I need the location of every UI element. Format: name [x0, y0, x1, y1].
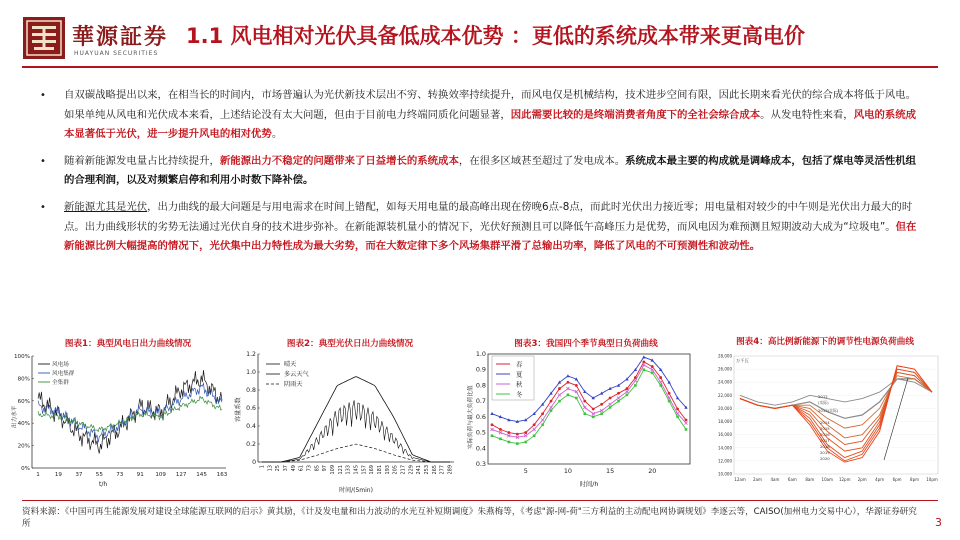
series-line-多云天气 — [262, 400, 450, 462]
figure-2-chart — [232, 348, 458, 496]
header-divider — [22, 66, 938, 68]
page-number: 3 — [935, 516, 942, 529]
y-tick-label: 16,000 — [718, 432, 732, 438]
x-tick-label: 205 — [392, 465, 399, 475]
data-point — [533, 423, 536, 426]
figure-3 — [464, 350, 700, 496]
data-point — [659, 376, 662, 379]
x-tick-label: 10pm — [926, 477, 938, 482]
y-axis-label: 万千瓦 — [736, 358, 749, 363]
x-tick-label: 265 — [431, 465, 438, 475]
x-axis-label: 时间/(5min) — [339, 487, 373, 494]
y-tick-label: 0% — [21, 466, 30, 472]
annotation-label: 2012 — [818, 394, 828, 399]
figure-1 — [10, 350, 232, 496]
y-tick-label: 10,000 — [718, 471, 732, 477]
x-tick-label: 169 — [369, 465, 376, 475]
annotation-label: (实际) — [818, 400, 829, 405]
data-point — [634, 384, 637, 387]
x-tick-label: 73 — [116, 472, 124, 478]
data-point — [668, 400, 671, 403]
logo-chinese: 華源証券 — [72, 24, 169, 50]
series-line-晴天 — [262, 377, 450, 462]
x-tick-label: 181 — [377, 465, 383, 475]
y-tick-label: 20% — [17, 443, 30, 450]
company-logo — [22, 14, 172, 62]
data-point — [600, 403, 603, 406]
legend-label: 风电集群 — [52, 371, 75, 377]
source-note: 资料来源：《中国可再生能源发展对建设全球能源互联网的启示》黄其励，《计及发电量和出力波动的水光互补短期调度》朱燕梅等，《考虑"源-网-荷"三方利益的主动配电网协调规划》李逐云等，CAISO(加州电力交易中心），华源证券研究所 — [22, 507, 917, 529]
bullet-item-2 — [36, 152, 926, 191]
x-tick-label: 91 — [136, 472, 144, 478]
y-tick-label: 0.4 — [475, 444, 486, 453]
bullet-text: 。 — [271, 128, 283, 141]
legend-label: 春 — [516, 360, 523, 369]
x-tick-label: 145 — [196, 472, 207, 478]
data-point — [541, 412, 544, 415]
y-axis-label: 出力水平 — [12, 405, 18, 428]
x-tick-label: 2pm — [857, 477, 867, 482]
x-tick-label: 10am — [821, 477, 833, 482]
figure-4 — [700, 350, 948, 496]
x-tick-label: 127 — [175, 472, 187, 478]
annotation-label: 2016 — [820, 432, 830, 437]
data-point — [550, 409, 553, 412]
y-tick-label: 14,000 — [718, 445, 732, 451]
x-tick-label: 37 — [283, 465, 289, 472]
y-tick-label: 0 — [252, 459, 256, 466]
y-tick-label: 0.3 — [475, 460, 486, 468]
legend-label: 风电场 — [52, 362, 69, 368]
data-point — [609, 406, 612, 409]
figure-4-chart — [700, 350, 948, 496]
x-tick-label: 253 — [424, 465, 430, 475]
data-point — [609, 397, 612, 400]
annotation-label: 2018 — [820, 444, 830, 449]
y-axis-label: 容量系数 — [235, 397, 242, 422]
annotation-label: 2020 — [820, 456, 830, 461]
data-point — [651, 365, 654, 368]
figure-1-title: 图表1：典型风电日出力曲线情况 — [64, 339, 192, 349]
logo-english: HUAYUAN SECURITIES — [74, 50, 159, 57]
legend-label: 晴天 — [284, 361, 297, 368]
x-tick-label: 19 — [54, 472, 63, 478]
data-point — [491, 423, 494, 426]
legend-label: 冬 — [516, 390, 523, 399]
bullet-dot-icon: • — [40, 90, 46, 101]
data-point — [617, 400, 620, 403]
x-tick-label: 20 — [648, 467, 657, 475]
y-tick-label: 60% — [17, 398, 30, 405]
highlight-text: 因此需要比较的是终端消费者角度下的全社会综合成本 — [510, 108, 761, 121]
bullet-item-3 — [36, 198, 926, 257]
figure-2 — [232, 348, 458, 496]
bullet-text: 自双碳战略提出以来，在相当长的时间内，市场普遍认为光伏新技术层出不穷、转换效率持续提升，而风电仅是机械结构，技术进步空间有限，因此长期来看光伏的综合成本将低于风电。如果单纯从风电和光伏成本来看，上述结论没有太大问题，但由于目前电力终端同质化问题显著， — [64, 89, 917, 121]
x-tick-label: 163 — [216, 472, 228, 478]
x-tick-label: 37 — [75, 472, 83, 478]
y-tick-label: 1.0 — [475, 350, 486, 358]
y-tick-label: 100% — [14, 354, 30, 360]
legend-label: 多云天气 — [284, 371, 309, 378]
data-point — [592, 416, 595, 419]
figure-3-chart — [464, 350, 700, 496]
x-tick-label: 109 — [330, 465, 336, 475]
bullet-text: ，在很多区域甚至超过了发电成本。 — [458, 154, 626, 167]
bullet-text: 随着新能源发电量占比持续提升， — [64, 154, 220, 167]
legend-label: 全集群 — [52, 380, 69, 386]
data-point — [676, 416, 679, 419]
y-tick-label: 0.7 — [475, 397, 486, 406]
x-tick-label: 85 — [314, 465, 321, 472]
data-point — [592, 408, 595, 411]
underlined-text: 新能源尤其是光伏 — [64, 200, 148, 213]
series-line-风电集群 — [38, 383, 222, 442]
y-tick-label: 0.4 — [246, 423, 256, 430]
x-tick-label: 49 — [290, 465, 297, 472]
series-line-阴雨天 — [262, 444, 450, 462]
figure-2-title: 图表2：典型光伏日出力曲线情况 — [286, 339, 414, 349]
y-tick-label: 22,000 — [718, 392, 732, 398]
data-point — [643, 368, 646, 371]
x-tick-label: 241 — [416, 465, 423, 475]
data-point — [499, 438, 502, 441]
data-point — [524, 431, 527, 434]
data-point — [685, 419, 688, 422]
seal-icon — [22, 16, 66, 60]
legend-label: 阴雨天 — [284, 381, 303, 388]
x-tick-label: 277 — [439, 465, 446, 475]
bullet-text: 。从发电特性来看， — [760, 108, 854, 121]
y-tick-label: 0.8 — [475, 381, 486, 390]
y-tick-label: 24,000 — [718, 379, 732, 385]
y-tick-label: 40% — [17, 421, 30, 428]
x-tick-label: 15 — [606, 467, 615, 475]
x-axis-label: t/h — [99, 481, 108, 488]
x-tick-label: 55 — [95, 472, 103, 478]
figure-4-title: 图表4：高比例新能源下的调节性电源负荷曲线 — [736, 337, 914, 347]
y-tick-label: 0.8 — [246, 387, 256, 394]
y-tick-label: 1.2 — [246, 351, 256, 358]
x-tick-label: 1 — [259, 465, 266, 469]
figure-3-title: 图表3：我国四个季节典型日负荷曲线 — [514, 339, 658, 349]
highlight-text: 新能源出力不稳定的问题带来了日益增长的系统成本 — [219, 154, 459, 167]
x-tick-label: 97 — [322, 465, 329, 472]
legend-box — [492, 356, 534, 400]
data-point — [668, 392, 671, 395]
data-point — [507, 431, 510, 434]
bold-text: 系统成本最主要的构成就是调峰成本，包括了煤电等灵活性机组的合理利润，以及对频繁启停和利用小时数下降补偿。 — [64, 154, 917, 187]
data-point — [499, 428, 502, 431]
data-point — [626, 387, 629, 390]
x-tick-label: 73 — [306, 465, 313, 472]
data-point — [516, 433, 519, 436]
data-point — [659, 384, 662, 387]
x-tick-label: 6pm — [892, 477, 902, 482]
x-tick-label: 157 — [361, 465, 368, 475]
x-tick-label: 8pm — [910, 477, 920, 482]
data-point — [567, 381, 570, 384]
figure-1-chart — [10, 350, 232, 496]
x-tick-label: 229 — [408, 465, 415, 475]
bullet-dot-icon: • — [40, 155, 46, 167]
x-tick-label: 217 — [400, 465, 407, 475]
y-axis-label: 实际负荷与最大负荷比值 — [468, 385, 474, 449]
annotation-label: 2013(实际) — [818, 408, 839, 413]
y-tick-label: 0.5 — [475, 428, 486, 437]
data-point — [626, 394, 629, 397]
data-point — [524, 441, 527, 444]
data-point — [617, 392, 620, 395]
x-axis-label: 时间/h — [579, 480, 599, 488]
x-tick-label: 193 — [384, 465, 391, 475]
data-point — [583, 412, 586, 415]
y-tick-label: 0.6 — [246, 405, 256, 412]
bullet-dot-icon: • — [40, 201, 46, 213]
highlight-text: 风电的系统成本显著低于光伏，进一步提升风电的相对优势 — [64, 108, 917, 141]
annotation-label: 2015 — [820, 426, 830, 431]
data-point — [676, 408, 679, 411]
x-tick-label: 2am — [753, 477, 762, 482]
x-tick-label: 5 — [523, 467, 528, 475]
x-tick-label: 12am — [734, 477, 746, 482]
y-tick-label: 18,000 — [718, 419, 732, 425]
data-point — [575, 397, 578, 400]
x-tick-label: 1 — [36, 472, 40, 478]
x-tick-label: 13 — [267, 465, 274, 472]
data-point — [533, 434, 536, 437]
annotation-label: 2019 — [820, 450, 830, 455]
data-point — [651, 372, 654, 375]
y-tick-label: 28,000 — [718, 353, 732, 359]
bullet-list — [36, 86, 926, 264]
data-point — [583, 400, 586, 403]
y-tick-label: 0.6 — [475, 412, 486, 421]
data-point — [558, 387, 561, 390]
x-tick-label: 61 — [298, 465, 305, 472]
x-tick-label: 133 — [345, 465, 352, 475]
data-point — [508, 441, 511, 444]
data-point — [550, 400, 553, 403]
data-point — [567, 394, 570, 397]
x-tick-label: 10 — [563, 467, 572, 475]
y-tick-label: 12,000 — [718, 458, 732, 464]
footer-divider — [22, 500, 938, 501]
y-tick-label: 0.2 — [246, 441, 256, 448]
data-point — [516, 442, 519, 445]
y-tick-label: 0.9 — [475, 365, 486, 374]
data-point — [558, 400, 561, 403]
annotation-label: 2017 — [820, 438, 830, 443]
data-point — [575, 384, 578, 387]
y-tick-label: 26,000 — [718, 366, 732, 372]
bullet-text: ，出力曲线的最大问题是与用电需求在时间上错配，如每天用电量的最高峰出现在傍晚6点-8点，而此时光伏出力接近零；用电量相对较少的中午则是光伏出力最大的时点。出力曲线形状的劣势无法通过光伏自身的技术进步弥补。在新能源装机量小的情况下，光伏好预测且可以降低午高峰压力是优势，而风电因为难预测且短期波动大成为“垃圾电”。 — [64, 200, 913, 233]
x-tick-label: 145 — [353, 465, 360, 475]
annotation-label: 2014 — [820, 420, 830, 425]
x-tick-label: 109 — [155, 472, 167, 478]
bullet-item-1 — [36, 86, 926, 145]
page-title: 1.1 风电相对光伏具备低成本优势 ：更低的系统成本带来更高电价 — [186, 24, 805, 48]
x-tick-label: 25 — [275, 465, 282, 472]
y-tick-label: 80% — [17, 376, 30, 383]
data-point — [541, 423, 544, 426]
y-tick-label: 1.0 — [246, 369, 256, 376]
x-tick-label: 289 — [447, 465, 454, 475]
x-tick-label: 6am — [787, 477, 797, 482]
data-point — [600, 412, 603, 415]
x-tick-label: 4am — [770, 477, 780, 482]
data-point — [491, 434, 494, 437]
x-tick-label: 121 — [337, 465, 344, 475]
legend-label: 夏 — [516, 370, 523, 379]
x-tick-label: 8am — [805, 477, 815, 482]
x-tick-label: 4pm — [875, 477, 885, 482]
legend-label: 秋 — [516, 380, 523, 389]
y-tick-label: 20,000 — [718, 405, 732, 411]
x-tick-label: 12pm — [838, 477, 851, 482]
highlight-text: 但在新能源比例大幅提高的情况下，光伏集中出力特性成为最大劣势，而在大数定律下多个风场集群平滑了总输出功率，降低了风电的不可预测性和波动性。 — [64, 220, 917, 253]
data-point — [685, 428, 688, 431]
data-point — [642, 360, 645, 363]
